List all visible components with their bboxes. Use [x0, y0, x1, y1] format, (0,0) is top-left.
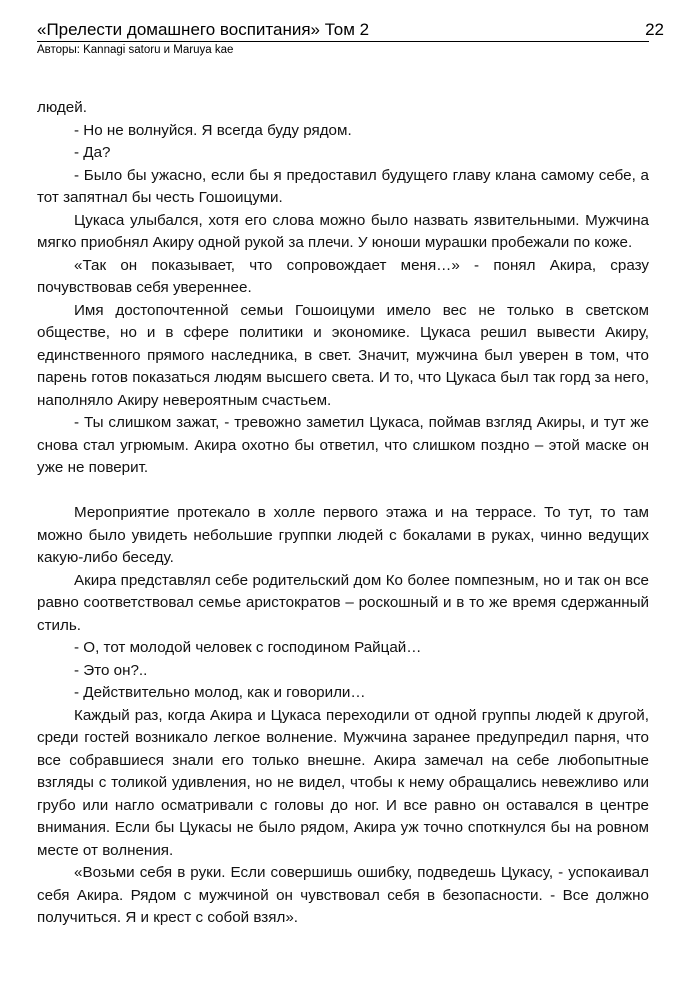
paragraph: - Было бы ужасно, если бы я предоставил будущего главу клана самому себе, а тот запятнал бы честь Гошоицуми. [37, 166, 649, 206]
page-number: 22 [645, 20, 664, 39]
paragraph: людей. [37, 99, 87, 116]
page-header [37, 20, 649, 56]
paragraph: Мероприятие протекало в холле первого этажа и на террасе. То тут, то там можно было увидеть небольшие группки людей с бокалами в руках, чинно ведущих какую-либо беседу. [37, 504, 649, 566]
paragraph: «Так он показывает, что сопровождает меня…» - понял Акира, сразу почувствовав себя увереннее. [37, 256, 649, 296]
paragraph: - Ты слишком зажат, - тревожно заметил Цукаса, поймав взгляд Акиры, и тут же снова стал угрюмым. Акира охотно бы ответил, что слишком поздно – этой маске он уже не поверит. [37, 414, 649, 476]
paragraph: - Это он?.. [74, 661, 148, 679]
body-text [37, 97, 649, 930]
paragraph: Каждый раз, когда Акира и Цукаса переходили от одной группы людей к другой, среди гостей возникало легкое волнение. Мужчина заранее предупредил парня, что все собравшиеся знали его только внешне. Акира замечал на себе любопытные взгляды с толикой удивления, но не видел, чтобы к нему обращались невежливо или грубо или нагло осматривали с головы до ног. И все равно он оставался в центре внимания. Если бы Цукасы не было рядом, Акира уж точно споткнулся бы на ровном месте от волнения. [37, 706, 649, 859]
paragraph: Акира представлял себе родительский дом Ко более помпезным, но и так он все равно соответствовал семье аристократов – роскошный и в то же время сдержанный стиль. [37, 571, 649, 634]
authors-line: Авторы: Kannagi satoru и Maruya kae [37, 44, 234, 56]
paragraph: - Да? [74, 144, 111, 161]
paragraph: - Действительно молод, как и говорили… [74, 684, 366, 701]
paragraph: «Возьми себя в руки. Если совершишь ошибку, подведешь Цукасу, - успокаивал себя Акира. Рядом с мужчиной он чувствовал себя в безопасности. - Все должно получиться. Я и крест с собой взял». [37, 864, 649, 926]
paragraph: - О, тот молодой человек с господином Райцай… [74, 639, 422, 656]
book-title: «Прелести домашнего воспитания» Том 2 [37, 20, 370, 39]
header-rule [37, 41, 649, 42]
paragraph: - Но не волнуйся. Я всегда буду рядом. [74, 121, 352, 139]
paragraph: Имя достопочтенной семьи Гошоицуми имело вес не только в светском обществе, но и в сфере политики и экономике. Цукаса решил вывести Акиру, единственного прямого наследника, в свет. Значит, мужчина был уверен в том, что парень готов показаться людям высшего света. И то, что Цукаса был так горд за него, наполняло Акиру невероятным счастьем. [37, 301, 649, 409]
paragraph: Цукаса улыбался, хотя его слова можно было назвать язвительными. Мужчина мягко приобнял Акиру одной рукой за плечи. У юноши мурашки пробежали по коже. [37, 211, 649, 251]
